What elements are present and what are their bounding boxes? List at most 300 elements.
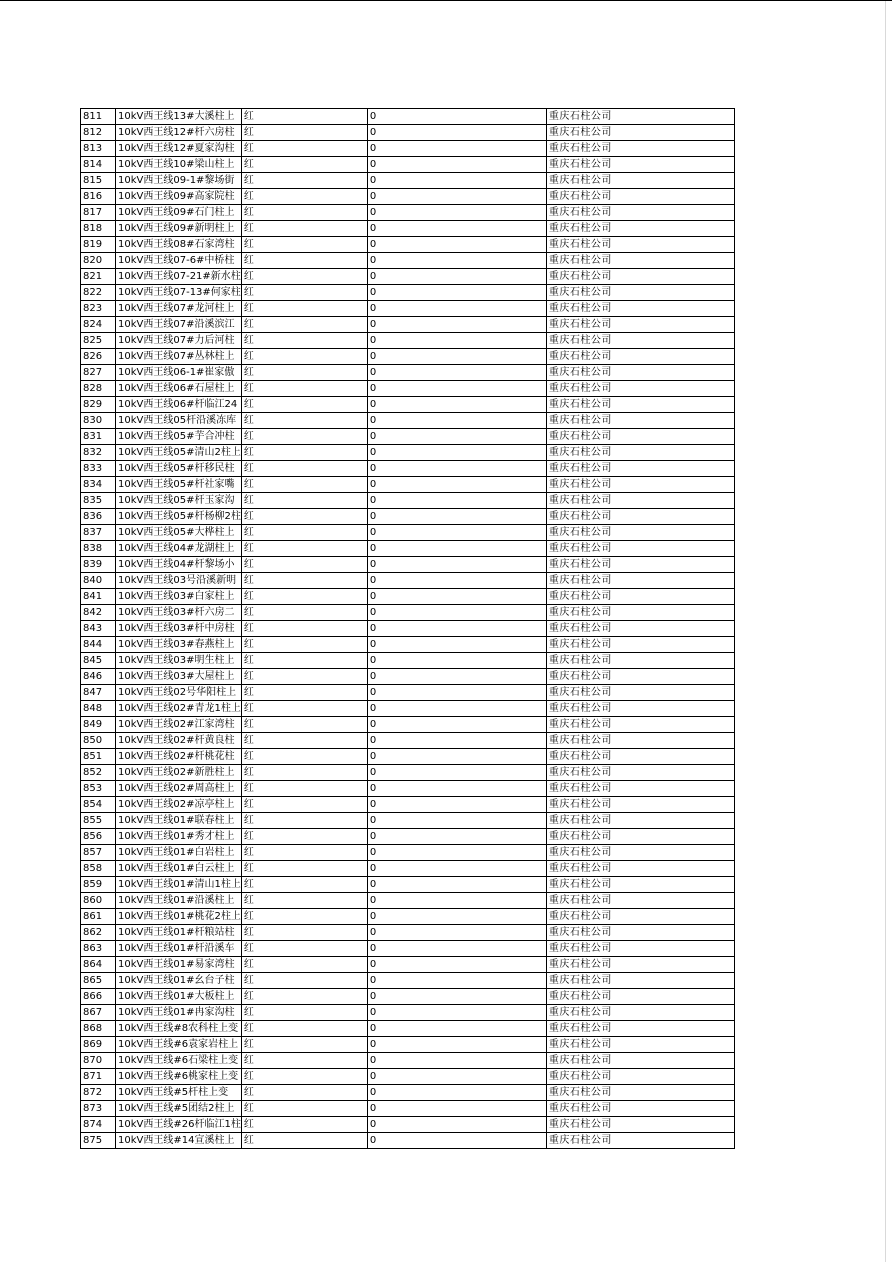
row-number-cell: 849 — [81, 717, 116, 733]
row-number-cell: 860 — [81, 893, 116, 909]
device-name-cell: 10kV西王线03#大屋柱上 — [116, 669, 242, 685]
value-cell: 0 — [367, 813, 546, 829]
value-cell: 0 — [367, 749, 546, 765]
table-row — [81, 605, 735, 621]
row-number-cell: 845 — [81, 653, 116, 669]
row-number-cell: 871 — [81, 1069, 116, 1085]
device-name-cell: 10kV西王线03#杆中房柱 — [116, 621, 242, 637]
device-name-cell: 10kV西王线12#杆六房柱 — [116, 125, 242, 141]
table-row — [81, 429, 735, 445]
table-row — [81, 861, 735, 877]
device-name-cell: 10kV西王线01#白岩柱上 — [116, 845, 242, 861]
company-cell: 重庆石柱公司 — [546, 605, 734, 621]
company-cell: 重庆石柱公司 — [546, 813, 734, 829]
company-cell: 重庆石柱公司 — [546, 1005, 734, 1021]
table-row — [81, 1069, 735, 1085]
value-cell: 0 — [367, 525, 546, 541]
table-row — [81, 461, 735, 477]
device-name-cell: 10kV西王线01#清山1柱上 — [116, 877, 242, 893]
value-cell: 0 — [367, 1021, 546, 1037]
table-row — [81, 653, 735, 669]
company-cell: 重庆石柱公司 — [546, 765, 734, 781]
company-cell: 重庆石柱公司 — [546, 237, 734, 253]
device-name-cell: 10kV西王线01#白云柱上 — [116, 861, 242, 877]
value-cell: 0 — [367, 173, 546, 189]
table-row — [81, 637, 735, 653]
table-row — [81, 509, 735, 525]
table-row — [81, 157, 735, 173]
row-number-cell: 850 — [81, 733, 116, 749]
company-cell: 重庆石柱公司 — [546, 1101, 734, 1117]
value-cell: 0 — [367, 653, 546, 669]
company-cell: 重庆石柱公司 — [546, 509, 734, 525]
row-number-cell: 859 — [81, 877, 116, 893]
company-cell: 重庆石柱公司 — [546, 349, 734, 365]
row-number-cell: 842 — [81, 605, 116, 621]
status-color-cell: 红 — [241, 1021, 367, 1037]
table-row — [81, 1021, 735, 1037]
table-row — [81, 1133, 735, 1149]
company-cell: 重庆石柱公司 — [546, 829, 734, 845]
value-cell: 0 — [367, 365, 546, 381]
row-number-cell: 819 — [81, 237, 116, 253]
row-number-cell: 834 — [81, 477, 116, 493]
status-color-cell: 红 — [241, 653, 367, 669]
value-cell: 0 — [367, 1069, 546, 1085]
row-number-cell: 831 — [81, 429, 116, 445]
device-name-cell: 10kV西王线12#夏家沟柱 — [116, 141, 242, 157]
status-color-cell: 红 — [241, 173, 367, 189]
table-row — [81, 205, 735, 221]
table-row — [81, 621, 735, 637]
company-cell: 重庆石柱公司 — [546, 877, 734, 893]
device-name-cell: 10kV西王线01#杆沿溪车 — [116, 941, 242, 957]
table-row — [81, 717, 735, 733]
company-cell: 重庆石柱公司 — [546, 205, 734, 221]
table-row — [81, 525, 735, 541]
company-cell: 重庆石柱公司 — [546, 157, 734, 173]
row-number-cell: 817 — [81, 205, 116, 221]
status-color-cell: 红 — [241, 285, 367, 301]
table-row — [81, 989, 735, 1005]
status-color-cell: 红 — [241, 461, 367, 477]
value-cell: 0 — [367, 941, 546, 957]
device-name-cell: 10kV西王线06#石屋柱上 — [116, 381, 242, 397]
status-color-cell: 红 — [241, 829, 367, 845]
table-row — [81, 301, 735, 317]
row-number-cell: 861 — [81, 909, 116, 925]
row-number-cell: 872 — [81, 1085, 116, 1101]
device-name-cell: 10kV西王线02#新胜柱上 — [116, 765, 242, 781]
status-color-cell: 红 — [241, 333, 367, 349]
status-color-cell: 红 — [241, 621, 367, 637]
value-cell: 0 — [367, 669, 546, 685]
table-row — [81, 685, 735, 701]
table-row — [81, 701, 735, 717]
table-row — [81, 445, 735, 461]
company-cell: 重庆石柱公司 — [546, 541, 734, 557]
table-row — [81, 845, 735, 861]
device-name-cell: 10kV西王线09#新明柱上 — [116, 221, 242, 237]
row-number-cell: 820 — [81, 253, 116, 269]
company-cell: 重庆石柱公司 — [546, 717, 734, 733]
company-cell: 重庆石柱公司 — [546, 525, 734, 541]
row-number-cell: 856 — [81, 829, 116, 845]
device-name-cell: 10kV西王线10#梁山柱上 — [116, 157, 242, 173]
status-color-cell: 红 — [241, 541, 367, 557]
device-name-cell: 10kV西王线05#杆移民柱 — [116, 461, 242, 477]
status-color-cell: 红 — [241, 845, 367, 861]
row-number-cell: 858 — [81, 861, 116, 877]
company-cell: 重庆石柱公司 — [546, 477, 734, 493]
device-name-cell: 10kV西王线03#春燕柱上 — [116, 637, 242, 653]
company-cell: 重庆石柱公司 — [546, 925, 734, 941]
device-name-cell: 10kV西王线06-1#崔家傲 — [116, 365, 242, 381]
value-cell: 0 — [367, 109, 546, 125]
value-cell: 0 — [367, 349, 546, 365]
table-row — [81, 381, 735, 397]
value-cell: 0 — [367, 477, 546, 493]
device-name-cell: 10kV西王线#6袁家岩柱上 — [116, 1037, 242, 1053]
company-cell: 重庆石柱公司 — [546, 333, 734, 349]
status-color-cell: 红 — [241, 509, 367, 525]
company-cell: 重庆石柱公司 — [546, 557, 734, 573]
company-cell: 重庆石柱公司 — [546, 173, 734, 189]
company-cell: 重庆石柱公司 — [546, 1037, 734, 1053]
device-name-cell: 10kV西王线07-21#新水柱 — [116, 269, 242, 285]
status-color-cell: 红 — [241, 1101, 367, 1117]
table-row — [81, 189, 735, 205]
device-name-cell: 10kV西王线07-6#中桥柱 — [116, 253, 242, 269]
company-cell: 重庆石柱公司 — [546, 397, 734, 413]
device-name-cell: 10kV西王线#5杆柱上变 — [116, 1085, 242, 1101]
table-row — [81, 573, 735, 589]
row-number-cell: 870 — [81, 1053, 116, 1069]
row-number-cell: 818 — [81, 221, 116, 237]
row-number-cell: 864 — [81, 957, 116, 973]
company-cell: 重庆石柱公司 — [546, 301, 734, 317]
device-name-cell: 10kV西王线02#杆桃花柱 — [116, 749, 242, 765]
device-name-cell: 10kV西王线#8农科柱上变 — [116, 1021, 242, 1037]
status-color-cell: 红 — [241, 573, 367, 589]
device-name-cell: 10kV西王线13#大溪柱上 — [116, 109, 242, 125]
device-name-cell: 10kV西王线07-13#何家柱 — [116, 285, 242, 301]
page-right-border — [885, 1, 886, 1262]
table-body — [81, 109, 735, 1149]
table-row — [81, 173, 735, 189]
value-cell: 0 — [367, 397, 546, 413]
table-row — [81, 829, 735, 845]
status-color-cell: 红 — [241, 733, 367, 749]
row-number-cell: 833 — [81, 461, 116, 477]
row-number-cell: 813 — [81, 141, 116, 157]
company-cell: 重庆石柱公司 — [546, 781, 734, 797]
row-number-cell: 838 — [81, 541, 116, 557]
value-cell: 0 — [367, 509, 546, 525]
value-cell: 0 — [367, 909, 546, 925]
company-cell: 重庆石柱公司 — [546, 285, 734, 301]
device-name-cell: 10kV西王线01#沿溪柱上 — [116, 893, 242, 909]
table-row — [81, 397, 735, 413]
row-number-cell: 835 — [81, 493, 116, 509]
row-number-cell: 836 — [81, 509, 116, 525]
device-name-cell: 10kV西王线01#杆粮站柱 — [116, 925, 242, 941]
value-cell: 0 — [367, 429, 546, 445]
status-color-cell: 红 — [241, 605, 367, 621]
value-cell: 0 — [367, 557, 546, 573]
device-name-cell: 10kV西王线#6石梁柱上变 — [116, 1053, 242, 1069]
status-color-cell: 红 — [241, 813, 367, 829]
value-cell: 0 — [367, 125, 546, 141]
company-cell: 重庆石柱公司 — [546, 589, 734, 605]
device-name-cell: 10kV西王线01#桃花2柱上 — [116, 909, 242, 925]
table-row — [81, 493, 735, 509]
status-color-cell: 红 — [241, 797, 367, 813]
value-cell: 0 — [367, 1005, 546, 1021]
device-name-cell: 10kV西王线03#明生柱上 — [116, 653, 242, 669]
value-cell: 0 — [367, 765, 546, 781]
value-cell: 0 — [367, 157, 546, 173]
device-name-cell: 10kV西王线04#龙湖柱上 — [116, 541, 242, 557]
device-name-cell: 10kV西王线02#杆黄良柱 — [116, 733, 242, 749]
company-cell: 重庆石柱公司 — [546, 637, 734, 653]
company-cell: 重庆石柱公司 — [546, 653, 734, 669]
value-cell: 0 — [367, 861, 546, 877]
company-cell: 重庆石柱公司 — [546, 109, 734, 125]
value-cell: 0 — [367, 797, 546, 813]
company-cell: 重庆石柱公司 — [546, 461, 734, 477]
table-row — [81, 285, 735, 301]
company-cell: 重庆石柱公司 — [546, 749, 734, 765]
status-color-cell: 红 — [241, 189, 367, 205]
table-row — [81, 1101, 735, 1117]
value-cell: 0 — [367, 605, 546, 621]
status-color-cell: 红 — [241, 765, 367, 781]
row-number-cell: 869 — [81, 1037, 116, 1053]
value-cell: 0 — [367, 189, 546, 205]
row-number-cell: 825 — [81, 333, 116, 349]
device-name-cell: 10kV西王线02号华阳柱上 — [116, 685, 242, 701]
company-cell: 重庆石柱公司 — [546, 733, 734, 749]
status-color-cell: 红 — [241, 429, 367, 445]
status-color-cell: 红 — [241, 269, 367, 285]
row-number-cell: 830 — [81, 413, 116, 429]
device-name-cell: 10kV西王线09#高家院柱 — [116, 189, 242, 205]
value-cell: 0 — [367, 253, 546, 269]
status-color-cell: 红 — [241, 557, 367, 573]
value-cell: 0 — [367, 589, 546, 605]
company-cell: 重庆石柱公司 — [546, 1021, 734, 1037]
status-color-cell: 红 — [241, 925, 367, 941]
row-number-cell: 866 — [81, 989, 116, 1005]
device-name-cell: 10kV西王线05#芋合冲柱 — [116, 429, 242, 445]
device-name-cell: 10kV西王线05#清山2柱上 — [116, 445, 242, 461]
value-cell: 0 — [367, 221, 546, 237]
row-number-cell: 816 — [81, 189, 116, 205]
status-color-cell: 红 — [241, 493, 367, 509]
value-cell: 0 — [367, 381, 546, 397]
table-row — [81, 365, 735, 381]
row-number-cell: 857 — [81, 845, 116, 861]
device-name-cell: 10kV西王线07#丛林柱上 — [116, 349, 242, 365]
table-row — [81, 589, 735, 605]
row-number-cell: 844 — [81, 637, 116, 653]
status-color-cell: 红 — [241, 973, 367, 989]
device-name-cell: 10kV西王线01#大板柱上 — [116, 989, 242, 1005]
device-name-cell: 10kV西王线02#江家湾柱 — [116, 717, 242, 733]
value-cell: 0 — [367, 493, 546, 509]
status-color-cell: 红 — [241, 717, 367, 733]
company-cell: 重庆石柱公司 — [546, 493, 734, 509]
data-table — [80, 108, 735, 1149]
device-name-cell: 10kV西王线02#周高柱上 — [116, 781, 242, 797]
status-color-cell: 红 — [241, 861, 367, 877]
table-row — [81, 413, 735, 429]
device-name-cell: 10kV西王线01#冉家沟柱 — [116, 1005, 242, 1021]
value-cell: 0 — [367, 829, 546, 845]
device-name-cell: 10kV西王线01#易家湾柱 — [116, 957, 242, 973]
company-cell: 重庆石柱公司 — [546, 413, 734, 429]
table-row — [81, 541, 735, 557]
company-cell: 重庆石柱公司 — [546, 797, 734, 813]
table-row — [81, 877, 735, 893]
row-number-cell: 852 — [81, 765, 116, 781]
value-cell: 0 — [367, 269, 546, 285]
row-number-cell: 823 — [81, 301, 116, 317]
table-row — [81, 1085, 735, 1101]
device-name-cell: 10kV西王线02#凉亭柱上 — [116, 797, 242, 813]
status-color-cell: 红 — [241, 525, 367, 541]
row-number-cell: 867 — [81, 1005, 116, 1021]
device-name-cell: 10kV西王线#6桃家柱上变 — [116, 1069, 242, 1085]
row-number-cell: 875 — [81, 1133, 116, 1149]
table-row — [81, 221, 735, 237]
status-color-cell: 红 — [241, 157, 367, 173]
table-row — [81, 781, 735, 797]
device-name-cell: 10kV西王线08#石家湾柱 — [116, 237, 242, 253]
company-cell: 重庆石柱公司 — [546, 317, 734, 333]
value-cell: 0 — [367, 1117, 546, 1133]
device-name-cell: 10kV西王线#5团结2柱上 — [116, 1101, 242, 1117]
status-color-cell: 红 — [241, 637, 367, 653]
device-name-cell: 10kV西王线04#杆黎场小 — [116, 557, 242, 573]
row-number-cell: 868 — [81, 1021, 116, 1037]
row-number-cell: 828 — [81, 381, 116, 397]
row-number-cell: 832 — [81, 445, 116, 461]
table-row — [81, 557, 735, 573]
status-color-cell: 红 — [241, 989, 367, 1005]
row-number-cell: 848 — [81, 701, 116, 717]
company-cell: 重庆石柱公司 — [546, 669, 734, 685]
value-cell: 0 — [367, 461, 546, 477]
status-color-cell: 红 — [241, 141, 367, 157]
value-cell: 0 — [367, 701, 546, 717]
value-cell: 0 — [367, 925, 546, 941]
company-cell: 重庆石柱公司 — [546, 1069, 734, 1085]
table-row — [81, 749, 735, 765]
row-number-cell: 837 — [81, 525, 116, 541]
device-name-cell: 10kV西王线02#青龙1柱上 — [116, 701, 242, 717]
row-number-cell: 840 — [81, 573, 116, 589]
table-row — [81, 141, 735, 157]
status-color-cell: 红 — [241, 253, 367, 269]
value-cell: 0 — [367, 893, 546, 909]
status-color-cell: 红 — [241, 413, 367, 429]
value-cell: 0 — [367, 717, 546, 733]
row-number-cell: 847 — [81, 685, 116, 701]
table-row — [81, 317, 735, 333]
status-color-cell: 红 — [241, 221, 367, 237]
company-cell: 重庆石柱公司 — [546, 957, 734, 973]
device-name-cell: 10kV西王线07#力后河柱 — [116, 333, 242, 349]
table-row — [81, 269, 735, 285]
row-number-cell: 854 — [81, 797, 116, 813]
device-name-cell: 10kV西王线03号沿溪新明 — [116, 573, 242, 589]
row-number-cell: 863 — [81, 941, 116, 957]
status-color-cell: 红 — [241, 477, 367, 493]
table-row — [81, 1037, 735, 1053]
value-cell: 0 — [367, 285, 546, 301]
table-row — [81, 941, 735, 957]
value-cell: 0 — [367, 573, 546, 589]
value-cell: 0 — [367, 973, 546, 989]
row-number-cell: 851 — [81, 749, 116, 765]
status-color-cell: 红 — [241, 317, 367, 333]
table-row — [81, 733, 735, 749]
status-color-cell: 红 — [241, 349, 367, 365]
company-cell: 重庆石柱公司 — [546, 573, 734, 589]
row-number-cell: 814 — [81, 157, 116, 173]
device-name-cell: 10kV西王线05#杆社家嘴 — [116, 477, 242, 493]
status-color-cell: 红 — [241, 301, 367, 317]
status-color-cell: 红 — [241, 125, 367, 141]
table-row — [81, 973, 735, 989]
row-number-cell: 873 — [81, 1101, 116, 1117]
value-cell: 0 — [367, 1037, 546, 1053]
row-number-cell: 865 — [81, 973, 116, 989]
table-row — [81, 1053, 735, 1069]
row-number-cell: 846 — [81, 669, 116, 685]
company-cell: 重庆石柱公司 — [546, 941, 734, 957]
company-cell: 重庆石柱公司 — [546, 445, 734, 461]
table-row — [81, 765, 735, 781]
company-cell: 重庆石柱公司 — [546, 381, 734, 397]
status-color-cell: 红 — [241, 701, 367, 717]
status-color-cell: 红 — [241, 781, 367, 797]
company-cell: 重庆石柱公司 — [546, 989, 734, 1005]
status-color-cell: 红 — [241, 941, 367, 957]
table-row — [81, 125, 735, 141]
device-name-cell: 10kV西王线#26杆临江1柱 — [116, 1117, 242, 1133]
row-number-cell: 812 — [81, 125, 116, 141]
table-row — [81, 109, 735, 125]
company-cell: 重庆石柱公司 — [546, 685, 734, 701]
table-row — [81, 909, 735, 925]
value-cell: 0 — [367, 637, 546, 653]
row-number-cell: 839 — [81, 557, 116, 573]
company-cell: 重庆石柱公司 — [546, 621, 734, 637]
value-cell: 0 — [367, 413, 546, 429]
company-cell: 重庆石柱公司 — [546, 973, 734, 989]
table-row — [81, 237, 735, 253]
device-name-cell: 10kV西王线07#龙河柱上 — [116, 301, 242, 317]
value-cell: 0 — [367, 1053, 546, 1069]
status-color-cell: 红 — [241, 1117, 367, 1133]
table-row — [81, 477, 735, 493]
company-cell: 重庆石柱公司 — [546, 1053, 734, 1069]
status-color-cell: 红 — [241, 237, 367, 253]
value-cell: 0 — [367, 845, 546, 861]
